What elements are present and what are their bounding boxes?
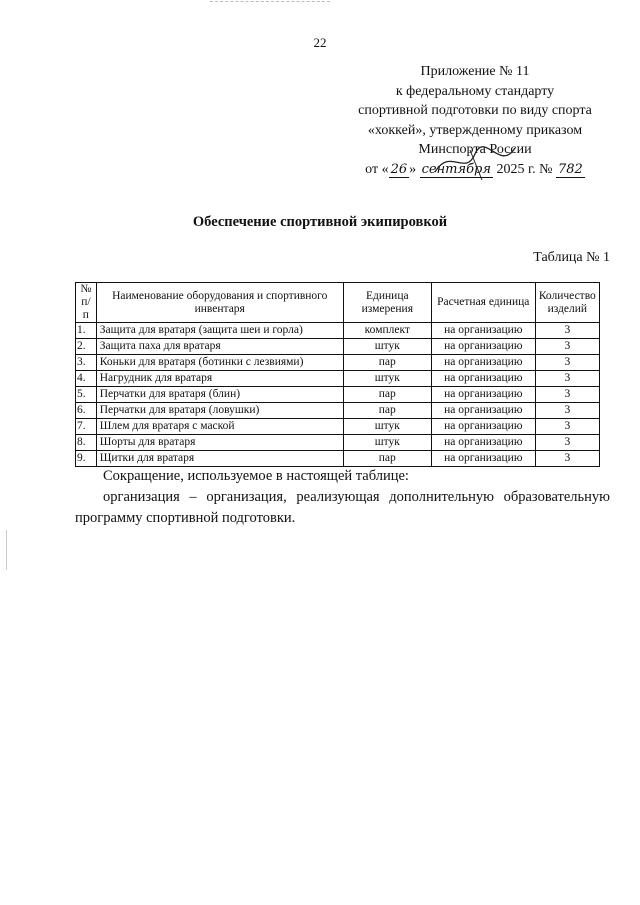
cell-num: 6. bbox=[76, 403, 97, 419]
cell-num: 3. bbox=[76, 355, 97, 371]
cell-num: 8. bbox=[76, 435, 97, 451]
cell-calc: на организацию bbox=[431, 355, 535, 371]
cell-name: Перчатки для вратаря (блин) bbox=[96, 387, 343, 403]
cell-unit: штук bbox=[343, 435, 431, 451]
cell-calc: на организацию bbox=[431, 371, 535, 387]
cell-name: Перчатки для вратаря (ловушки) bbox=[96, 403, 343, 419]
cell-calc: на организацию bbox=[431, 451, 535, 467]
equipment-table bbox=[75, 282, 600, 467]
cell-calc: на организацию bbox=[431, 339, 535, 355]
cell-unit: штук bbox=[343, 419, 431, 435]
cell-name: Защита для вратаря (защита шеи и горла) bbox=[96, 323, 343, 339]
signature-stroke-icon bbox=[430, 142, 520, 182]
order-number-handwritten: 782 bbox=[558, 161, 583, 177]
date-mid: » bbox=[409, 161, 417, 177]
table-row bbox=[76, 371, 600, 387]
cell-qty: 3 bbox=[535, 371, 599, 387]
header-qty: Количество изделий bbox=[535, 283, 599, 323]
appendix-line-1: Приложение № 11 bbox=[420, 64, 530, 79]
cell-num: 2. bbox=[76, 339, 97, 355]
cell-num: 4. bbox=[76, 371, 97, 387]
header-num: № п/п bbox=[76, 283, 97, 323]
cell-unit: пар bbox=[343, 355, 431, 371]
cell-num: 1. bbox=[76, 323, 97, 339]
cell-qty: 3 bbox=[535, 339, 599, 355]
cell-unit: пар bbox=[343, 403, 431, 419]
top-scan-rule bbox=[210, 1, 330, 2]
cell-calc: на организацию bbox=[431, 403, 535, 419]
table-row bbox=[76, 451, 600, 467]
note-heading: Сокращение, используемое в настоящей таблице: bbox=[103, 468, 409, 484]
cell-qty: 3 bbox=[535, 323, 599, 339]
document-title: Обеспечение спортивной экипировкой bbox=[192, 214, 448, 230]
cell-qty: 3 bbox=[535, 403, 599, 419]
note-text: организация – организация, реализующая дополнительную образовательную программу спортивной подготовки. bbox=[75, 489, 610, 526]
appendix-date-line bbox=[340, 160, 610, 180]
cell-calc: на организацию bbox=[431, 435, 535, 451]
date-prefix: от « bbox=[365, 161, 389, 177]
cell-qty: 3 bbox=[535, 451, 599, 467]
cell-qty: 3 bbox=[535, 387, 599, 403]
note-block bbox=[75, 466, 610, 529]
cell-unit: штук bbox=[343, 371, 431, 387]
cell-calc: на организацию bbox=[431, 419, 535, 435]
date-month-handwritten: сентября bbox=[421, 161, 491, 177]
table-row bbox=[76, 323, 600, 339]
page-number: 22 bbox=[313, 35, 327, 50]
cell-name: Коньки для вратаря (ботинки с лезвиями) bbox=[96, 355, 343, 371]
table-row bbox=[76, 403, 600, 419]
cell-calc: на организацию bbox=[431, 323, 535, 339]
cell-qty: 3 bbox=[535, 419, 599, 435]
cell-unit: пар bbox=[343, 451, 431, 467]
appendix-line-3: спортивной подготовки по виду спорта bbox=[358, 103, 592, 118]
header-calc: Расчетная единица bbox=[431, 283, 535, 323]
appendix-line-2: к федеральному стандарту bbox=[395, 83, 555, 99]
header-name: Наименование оборудования и спортивного инвентаря bbox=[96, 283, 343, 323]
cell-name: Нагрудник для вратаря bbox=[96, 371, 343, 387]
appendix-line-4: «хоккей», утвержденному приказом bbox=[367, 122, 583, 138]
cell-num: 9. bbox=[76, 451, 97, 467]
table-row bbox=[76, 339, 600, 355]
table-row bbox=[76, 387, 600, 403]
header-unit: Единица измерения bbox=[343, 283, 431, 323]
date-day-handwritten: 26 bbox=[390, 161, 408, 177]
cell-name: Шорты для вратаря bbox=[96, 435, 343, 451]
cell-name: Шлем для вратаря с маской bbox=[96, 419, 343, 435]
table-header-row bbox=[76, 283, 600, 323]
cell-calc: на организацию bbox=[431, 387, 535, 403]
table-row bbox=[76, 355, 600, 371]
cell-name: Щитки для вратаря bbox=[96, 451, 343, 467]
table-row bbox=[76, 435, 600, 451]
cell-num: 5. bbox=[76, 387, 97, 403]
table-label: Таблица № 1 bbox=[533, 250, 610, 265]
cell-unit: штук bbox=[343, 339, 431, 355]
cell-qty: 3 bbox=[535, 355, 599, 371]
cell-num: 7. bbox=[76, 419, 97, 435]
cell-unit: пар bbox=[343, 387, 431, 403]
date-year: 2025 г. № bbox=[496, 161, 553, 177]
margin-scan-mark bbox=[6, 530, 7, 570]
cell-unit: комплект bbox=[343, 323, 431, 339]
table-body bbox=[76, 323, 600, 467]
appendix-line-5: Минспорта России bbox=[418, 142, 532, 157]
cell-qty: 3 bbox=[535, 435, 599, 451]
cell-name: Защита паха для вратаря bbox=[96, 339, 343, 355]
appendix-block bbox=[340, 62, 610, 179]
table-row bbox=[76, 419, 600, 435]
